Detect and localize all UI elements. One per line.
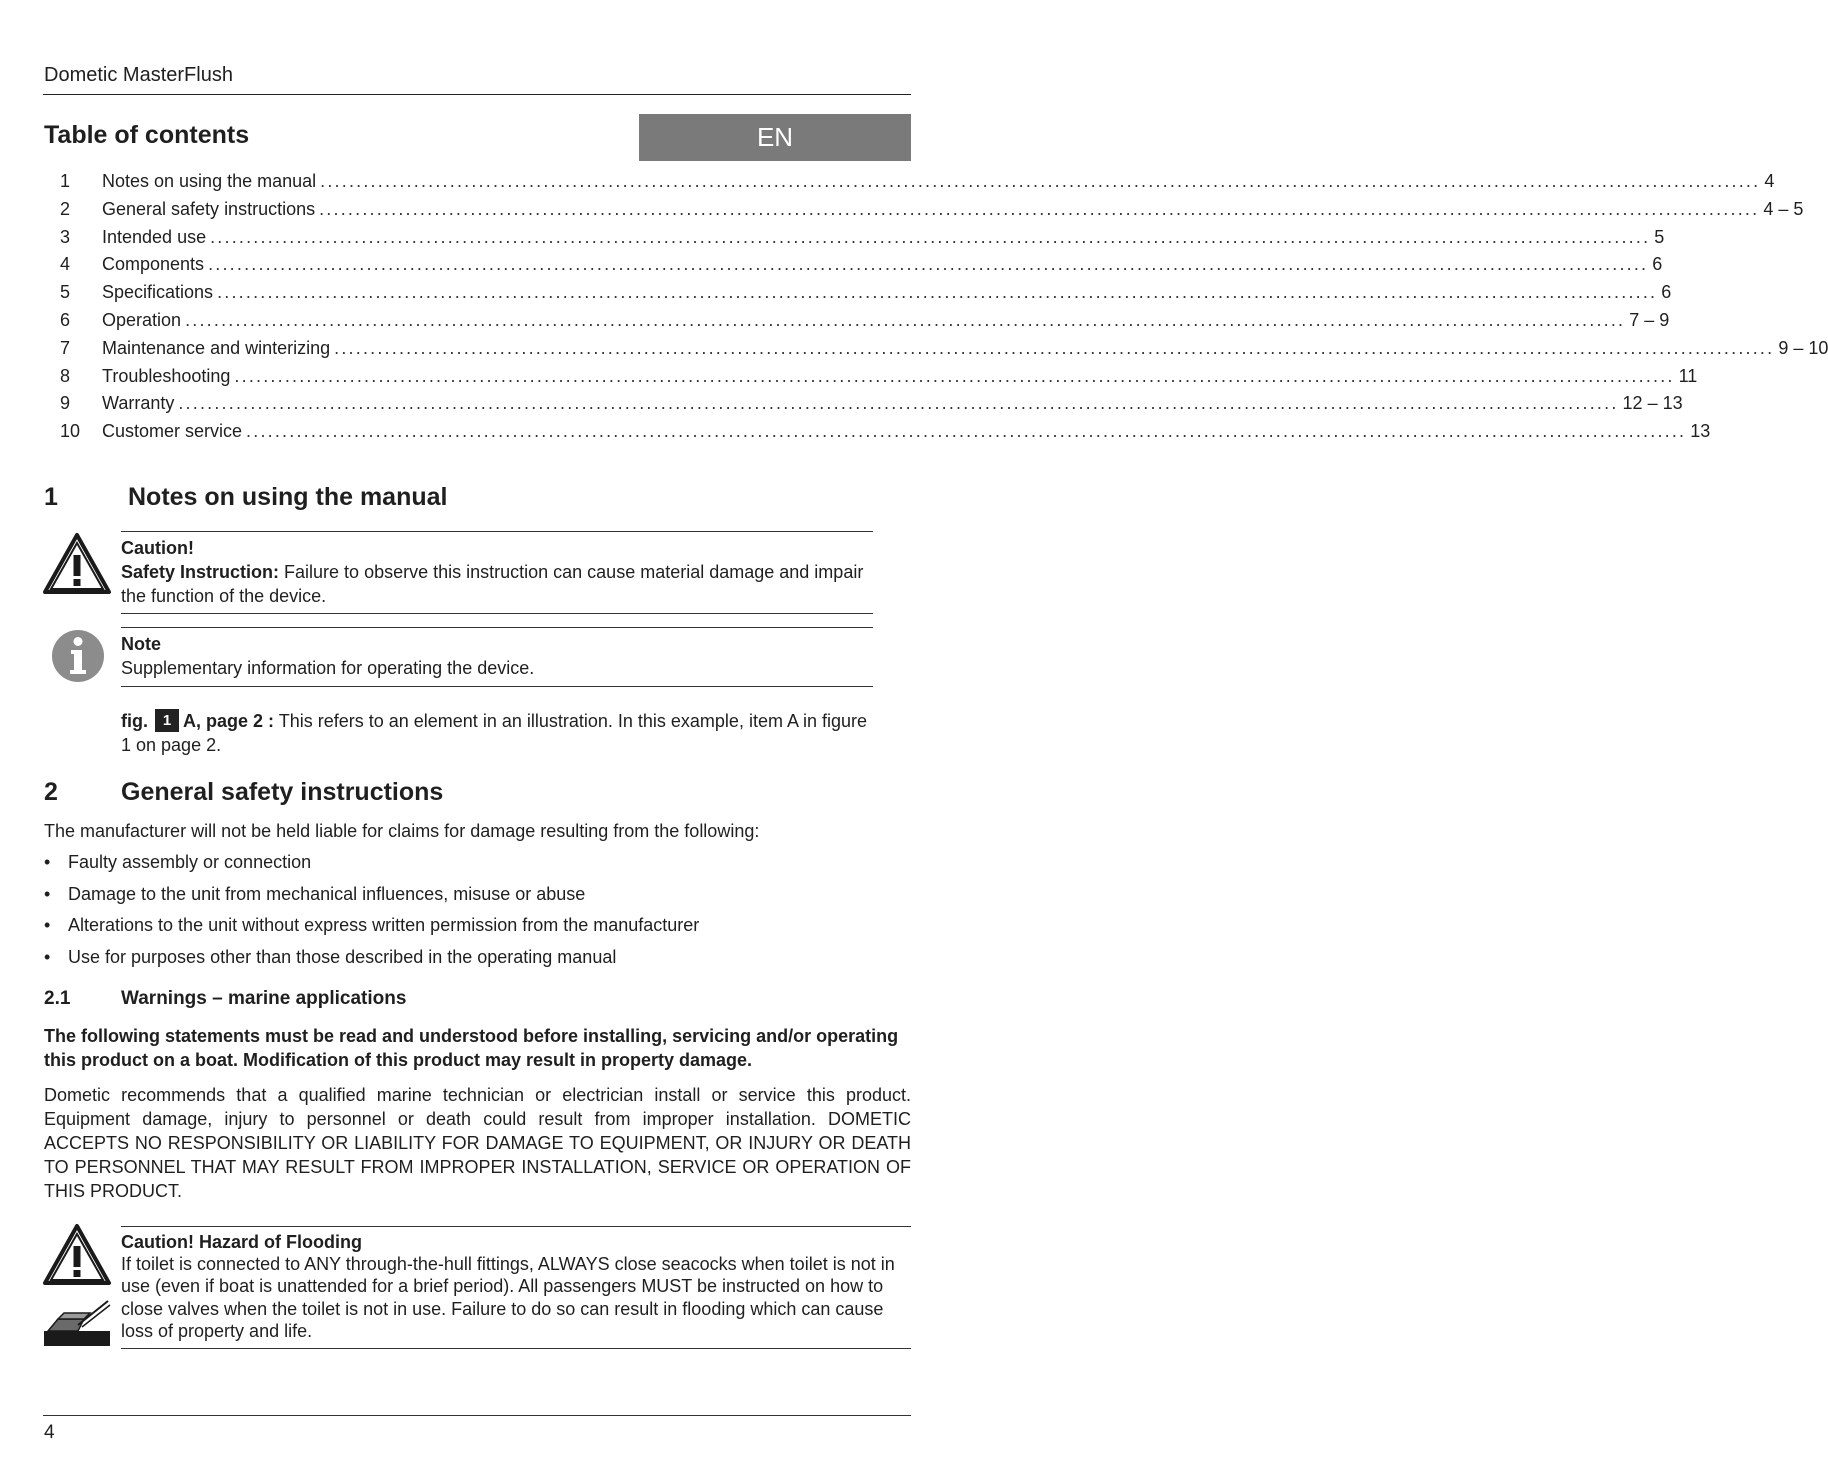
flood-caution-top-rule	[121, 1226, 911, 1227]
flood-caution-title: Caution! Hazard of Flooding	[121, 1232, 362, 1252]
list-item	[44, 882, 904, 914]
list-item	[44, 913, 904, 945]
toc-item-label: Notes on using the manual	[102, 171, 317, 191]
caution-text: Failure to observe this instruction can cause material damage and impair the function of the device.	[121, 562, 864, 606]
header-divider	[43, 94, 911, 95]
caution-label: Safety Instruction:	[121, 562, 280, 582]
fig-ref: A, page 2 :	[183, 711, 275, 731]
list-item-text: Faulty assembly or connection	[68, 852, 312, 872]
toc-leader: ........................................................................................................................................................................................................	[246, 421, 1687, 442]
toc-item[interactable]	[60, 171, 1775, 199]
note-top-rule	[121, 627, 873, 628]
toc-item-label: Maintenance and winterizing	[102, 337, 331, 358]
toc-title: Table of contents	[44, 121, 250, 149]
toc-item-number: 5	[60, 282, 71, 303]
toc-leader: ........................................................................................................................................................................................................	[185, 309, 1626, 330]
list-item	[44, 850, 904, 882]
toc-leader: ........................................................................................................................................................................................................	[320, 171, 1761, 191]
toc-item[interactable]	[60, 309, 1670, 338]
toc-item-label: Specifications	[102, 282, 214, 303]
toc-item-page: 6	[1652, 254, 1663, 275]
toc-item-number: 2	[60, 198, 71, 219]
toc-item-number: 4	[60, 254, 71, 275]
caution-title: Caution!	[121, 538, 194, 558]
toc-item-label: Intended use	[102, 226, 207, 247]
section-2-number: 2	[44, 778, 58, 806]
toc-item-page: 4	[1764, 171, 1775, 191]
flood-caution-text: If toilet is connected to ANY through-the-hull fittings, ALWAYS close seacocks when toilet is not in use (even if boat is unattended for a brief period). All passengers MUST be instructed on how to close valves when the toilet is not in use. Failure to do so can result in flooding which can cause loss of property and life.	[121, 1254, 895, 1341]
list-item-text: Damage to the unit from mechanical influences, misuse or abuse	[68, 883, 586, 904]
warning-triangle-icon	[43, 533, 111, 595]
toc-item[interactable]	[60, 365, 1698, 394]
subsection-2-1-number: 2.1	[44, 988, 71, 1009]
bullet-icon: •	[44, 852, 51, 872]
warning-triangle-icon	[43, 1224, 111, 1286]
bullet-icon: •	[44, 883, 51, 904]
caution-body	[121, 560, 873, 608]
section-1-title: Notes on using the manual	[128, 483, 448, 511]
toc-leader: ........................................................................................................................................................................................................	[217, 282, 1658, 303]
toc-item-label: Components	[102, 254, 205, 275]
toc-item-page: 5	[1654, 226, 1665, 247]
bullet-icon: •	[44, 946, 51, 967]
toc-leader: ........................................................................................................................................................................................................	[234, 365, 1675, 386]
toc-item[interactable]	[60, 226, 1665, 255]
caution-top-rule	[121, 531, 873, 532]
toc-item-page: 12 – 13	[1622, 393, 1683, 414]
toc-item-number: 10	[60, 421, 81, 442]
list-item-text: Use for purposes other than those described in the operating manual	[68, 946, 617, 967]
note-text: Supplementary information for operating the device.	[121, 658, 535, 678]
figure-reference	[121, 709, 877, 757]
toc-item[interactable]	[60, 282, 1672, 310]
toc-item-page: 4 – 5	[1763, 198, 1804, 219]
info-icon	[51, 629, 105, 683]
marine-warning-paragraph: Dometic recommends that a qualified marine technician or electrician install or service this product. Equipment damage, injury to personnel or death could result from improper installation. DOMETIC ACCEPTS NO RESPONSIBILITY OR LIABILITY FOR DAMAGE TO EQUIPMENT, OR INJURY OR DEATH TO PERSONNEL THAT MAY RESULT FROM IMPROPER INSTALLATION, SERVICE OR OPERATION OF THIS PRODUCT.	[44, 1085, 911, 1201]
toc-item-number: 1	[60, 171, 71, 191]
toc-item-page: 7 – 9	[1629, 309, 1670, 330]
note-bottom-rule	[121, 686, 873, 687]
document-header-title: Dometic MasterFlush	[44, 64, 233, 86]
fig-ref-text: This refers to an element in an illustration. In this example, item A in figure 1 on page 2.	[121, 711, 868, 755]
toc-item[interactable]	[60, 421, 1711, 449]
subsection-2-1-title: Warnings – marine applications	[121, 988, 407, 1009]
toc-item-number: 9	[60, 393, 71, 414]
section-1-number: 1	[44, 483, 58, 511]
footer-divider	[43, 1415, 911, 1416]
toc-item-label: Customer service	[102, 421, 243, 442]
fig-prefix: fig.	[121, 711, 148, 731]
toc-item-page: 13	[1690, 421, 1711, 442]
toc-item-label: Troubleshooting	[102, 365, 231, 386]
toc-item[interactable]	[60, 198, 1804, 227]
toc-item-page: 6	[1661, 282, 1672, 303]
toc-leader: ........................................................................................................................................................................................................	[334, 337, 1775, 358]
toc-item-page: 11	[1678, 365, 1698, 386]
toc-item-page: 9 – 10	[1778, 337, 1828, 358]
toc-leader: ........................................................................................................................................................................................................	[319, 198, 1760, 219]
toc-item[interactable]	[60, 337, 1828, 366]
note-title: Note	[121, 634, 161, 654]
marine-warning-bold-paragraph: The following statements must be read and understood before installing, servicing and/or operating this product on a boat. Modification of this product may result in property damage.	[44, 1026, 899, 1070]
toc-item-label: Warranty	[102, 393, 175, 414]
toc-leader: ........................................................................................................................................................................................................	[178, 393, 1619, 414]
flood-caution-bottom-rule	[121, 1348, 911, 1349]
toc-item-label: Operation	[102, 309, 182, 330]
page-number: 4	[44, 1422, 55, 1443]
bullet-icon: •	[44, 915, 51, 935]
list-item-text: Alterations to the unit without express written permission from the manufacturer	[68, 915, 700, 935]
list-item	[44, 945, 904, 977]
toc-list	[60, 171, 1828, 449]
caution-bottom-rule	[121, 613, 873, 614]
toc-leader: ........................................................................................................................................................................................................	[208, 254, 1649, 275]
toc-item-number: 8	[60, 365, 71, 386]
toc-item-number: 3	[60, 226, 71, 247]
toc-item-number: 6	[60, 309, 71, 330]
section-2-title: General safety instructions	[121, 778, 444, 806]
toc-item[interactable]	[60, 393, 1683, 421]
fig-number-box: 1	[155, 709, 179, 732]
toc-item-number: 7	[60, 337, 71, 358]
language-badge: EN	[639, 114, 911, 161]
toc-leader: ........................................................................................................................................................................................................	[210, 226, 1651, 247]
toc-item-label: General safety instructions	[102, 198, 316, 219]
section-2-intro: The manufacturer will not be held liable for claims for damage resulting from the following:	[44, 821, 760, 841]
liability-list	[44, 850, 904, 976]
seacock-valve-icon	[44, 1297, 112, 1347]
toc-item[interactable]	[60, 254, 1663, 282]
